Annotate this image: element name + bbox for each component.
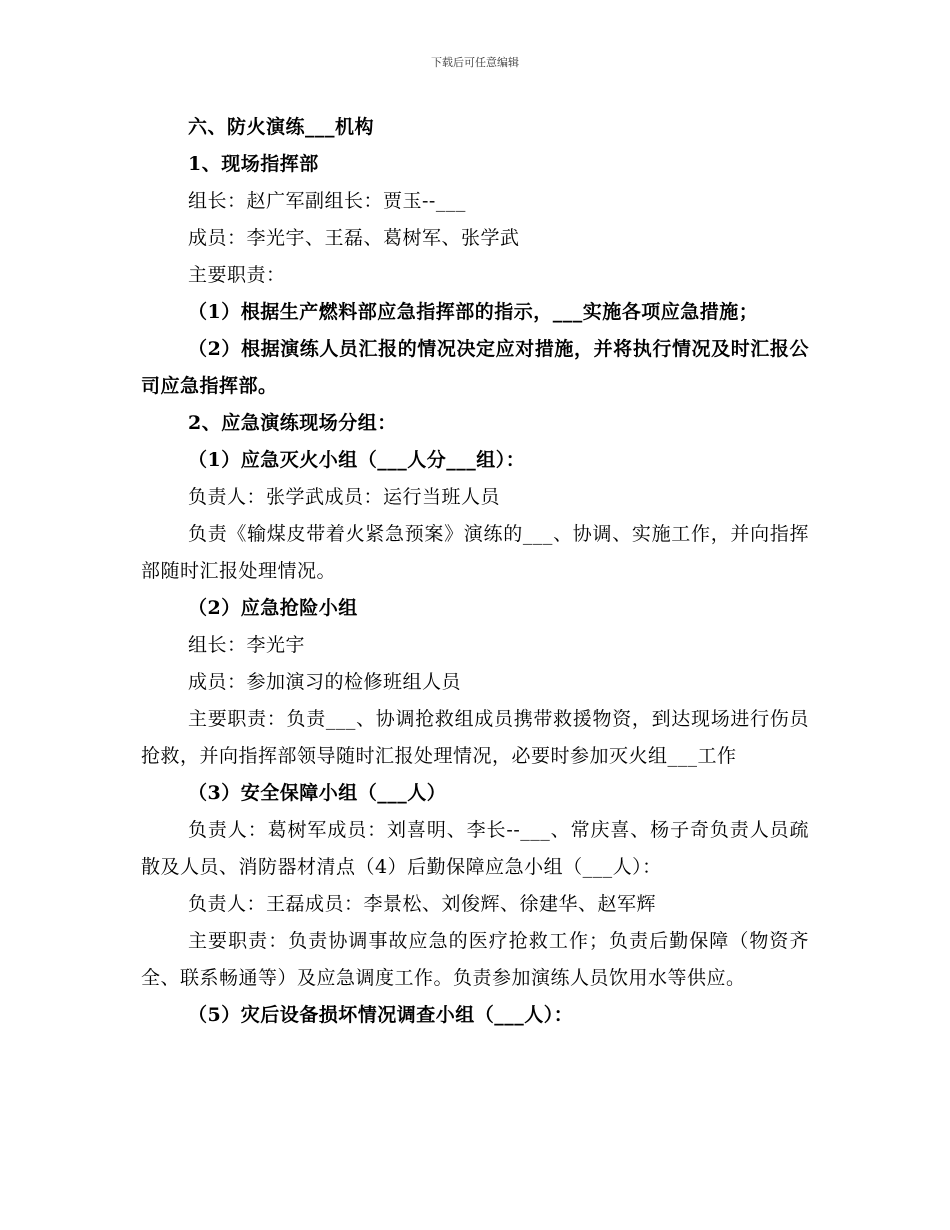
paragraph-firefighting-lead: 负责人：张学武成员：运行当班人员	[188, 486, 501, 508]
paragraph-rescue-duties: 主要职责：负责___、协调抢救组成员携带救援物资，到达现场进行伤员抢救，并向指挥部领导随时汇报处理情况，必要时参加灭火组___工作	[141, 708, 809, 767]
paragraph-safety-lead: 负责人：葛树军成员：刘喜明、李长--___、常庆喜、杨子奇负责人员疏散及人员、消防器材清点（4）后勤保障应急小组（___人）：	[141, 819, 809, 878]
paragraph-members: 成员：李光宇、王磊、葛树军、张学武	[188, 227, 520, 249]
page-header: 下载后可任意编辑	[431, 56, 519, 69]
paragraph-duty-2: （2）根据演练人员汇报的情况决定应对措施，并将执行情况及时汇报公司应急指挥部。	[141, 338, 809, 397]
subheading-rescue-group: （2）应急抢险小组	[188, 597, 358, 619]
subheading-safety-group: （3）安全保障小组（___人）	[188, 782, 447, 804]
subheading-drill-groups: 2、应急演练现场分组：	[188, 412, 397, 434]
paragraph-logistics-duties: 主要职责：负责协调事故应急的医疗抢救工作；负责后勤保障（物资齐全、联系畅通等）及应急调度工作。负责参加演练人员饮用水等供应。	[141, 930, 809, 989]
subheading-damage-survey-group: （5）灾后设备损坏情况调查小组（___人）：	[188, 1004, 574, 1026]
subheading-command-center: 1、现场指挥部	[188, 153, 319, 175]
document-body	[141, 109, 809, 1034]
paragraph-firefighting-duties: 负责《输煤皮带着火紧急预案》演练的___、协调、实施工作，并向指挥部随时汇报处理情况。	[141, 523, 809, 582]
subheading-firefighting-group: （1）应急灭火小组（___人分___组）：	[188, 449, 526, 471]
paragraph-rescue-members: 成员：参加演习的检修班组人员	[188, 671, 462, 693]
paragraph-logistics-lead: 负责人：王磊成员：李景松、刘俊辉、徐建华、赵军辉	[188, 893, 657, 915]
paragraph-duty-1: （1）根据生产燃料部应急指挥部的指示，___实施各项应急措施；	[188, 301, 759, 323]
paragraph-main-duties-label: 主要职责：	[188, 264, 286, 286]
paragraph-rescue-leader: 组长：李光宇	[188, 634, 306, 656]
paragraph-group-leaders: 组长：赵广军副组长：贾玉--___	[188, 190, 466, 212]
section-heading-organization: 六、防火演练___机构	[188, 116, 375, 138]
